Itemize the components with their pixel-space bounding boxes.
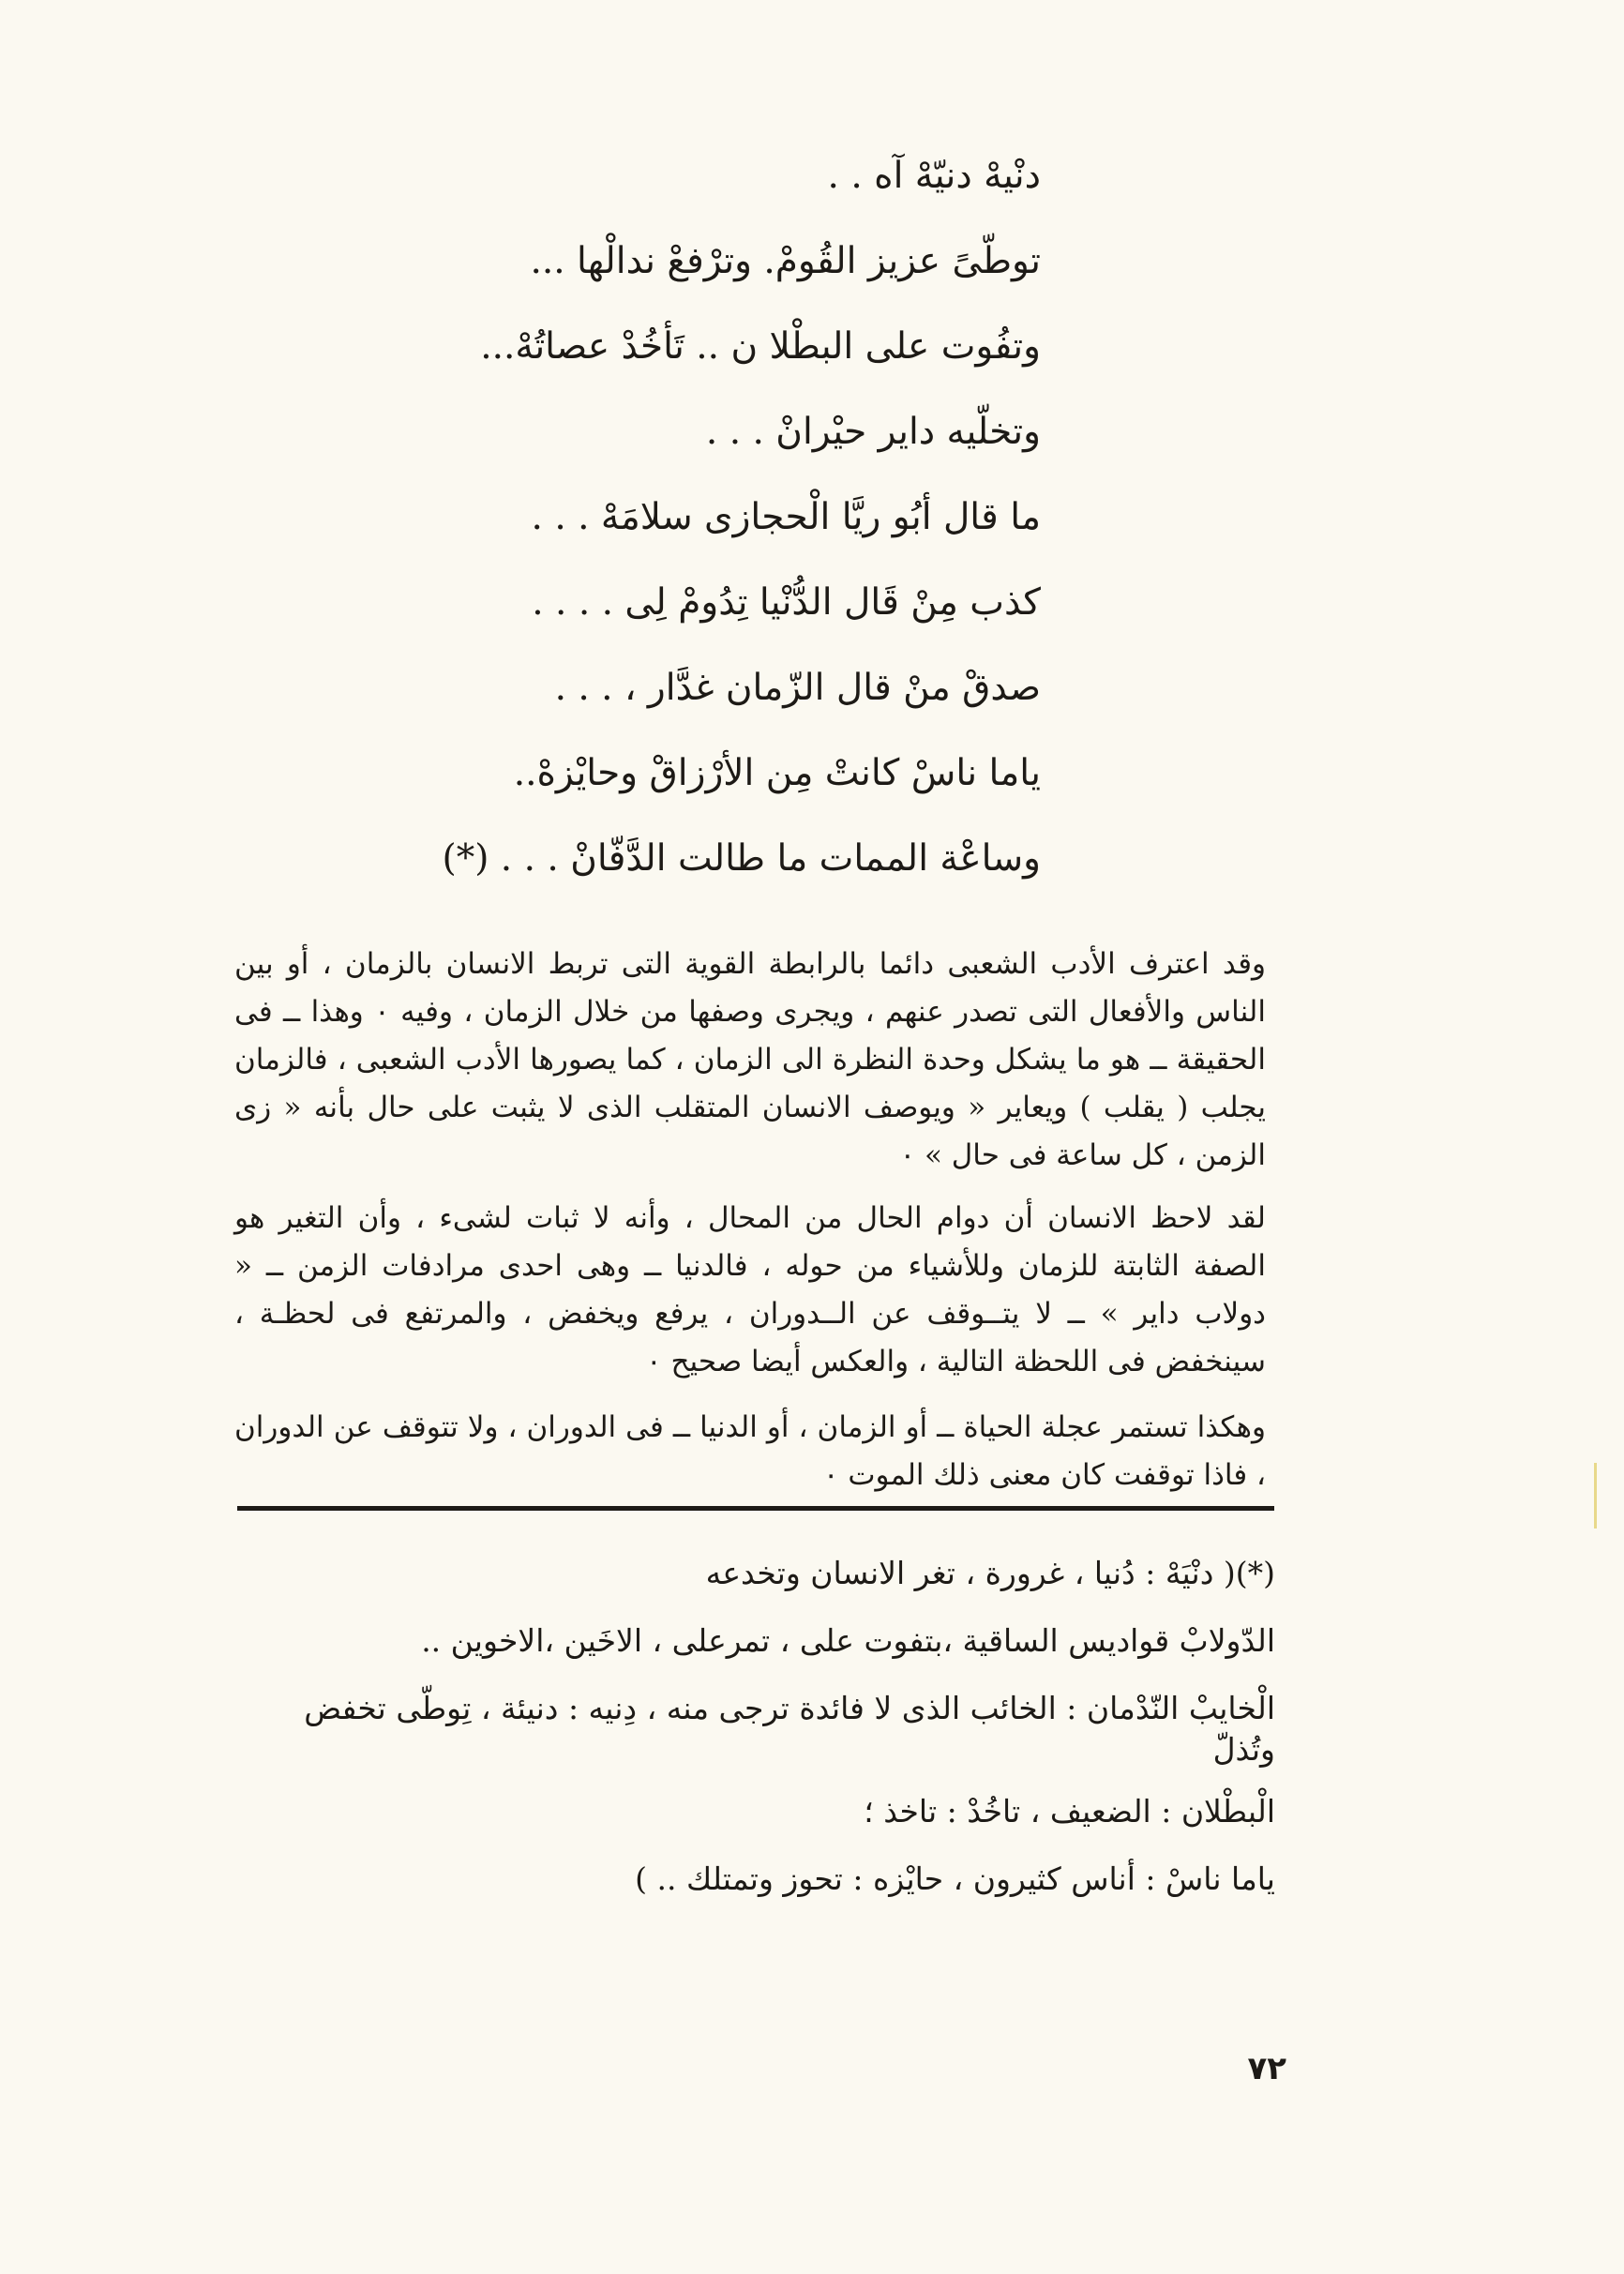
footnote: (*)( دنْيَهْ : دُنيا ، غرورة ، تغر الانسان وتخدعه [705, 1555, 1275, 1591]
paragraph: لقد لاحظ الانسان أن دوام الحال من المحال ، وأنه لا ثبات لشىء ، وأن التغير هو الصفة الثابتة للزمان وللأشياء من حوله ، فالدنيا ــ وهى احدى مرادفات الزمن ــ « دولاب داير » ــ لا يتــوقف عن الــدوران ، يرفع ويخفض ، والمرتفع فى لحظـة ، سينخفض فى اللحظة التالية ، والعكس أيضا صحيح ٠ [234, 1201, 1266, 1378]
poem-line: ياما ناسْ كانتْ مِن الأرْزاقْ وحايْزهْ.. [513, 752, 1041, 794]
footnote: الدّولابْ قواديس الساقية ،بتفوت على ، تمرعلى ، الاخَين ،الاخوين .. [421, 1622, 1275, 1659]
poem-line: دنْيهْ دنيّهْ آه . . [827, 155, 1041, 197]
footnote: الْخايبْ النّدْمان : الخائب الذى لا فائدة ترجى منه ، دِنيه : دنيئة ، تِوطّى تخفض وتُذلّ [304, 1690, 1275, 1768]
paragraph: وقد اعترف الأدب الشعبى دائما بالرابطة القوية التى تربط الانسان بالزمان ، أو بين الناس والأفعال التى تصدر عنهم ، ويجرى وصفها من خلال الزمان ، وفيه ٠ وهذا ــ فى الحقيقة ــ هو ما يشكل وحدة النظرة الى الزمان ، كما يصورها الأدب الشعبى ، فالزمان يجلب ( يقلب ) ويعاير « ويوصف الانسان المتقلب الذى لا يثبت على حال بأنه « زى الزمن ، كل ساعة فى حال » ٠ [234, 947, 1266, 1172]
paragraph: وهكذا تستمر عجلة الحياة ــ أو الزمان ، أو الدنيا ــ فى الدوران ، ولا تتوقف عن الدوران ، فاذا توقفت كان معنى ذلك الموت ٠ [234, 1410, 1266, 1492]
poem-line: وتخلّيه داير حيْرانْ . . . [705, 411, 1041, 453]
footnote: ياما ناسْ : أناس كثيرون ، حايْزه : تحوز وتمتلك .. ) [635, 1860, 1275, 1897]
margin-mark [1594, 1463, 1597, 1529]
footnote: الْبطْلان : الضعيف ، تاخُدْ : تاخذ ؛ [864, 1793, 1275, 1830]
poem-line: توطّىً عزيز القُومْ. وترْفعْ ندالْها ... [530, 240, 1041, 282]
footnotes [234, 1553, 1275, 1926]
poem-line: ما قال أبُو ريَّا الْحجازى سلامَهْ . . . [531, 496, 1041, 538]
poem-line: صدقْ منْ قال الزّمان غدَّار ، . . . [554, 667, 1041, 709]
poem-line: كذب مِنْ قَال الدُّنْيا تِدُومْ لِى . . . . [532, 581, 1041, 624]
page-number: ٧٢ [1247, 2050, 1286, 2087]
poem [394, 155, 1041, 926]
footnote-divider [237, 1506, 1274, 1511]
poem-line: وساعْة الممات ما طالت الدَّفّانْ . . . (*) [442, 837, 1041, 880]
poem-line: وتفُوت على البطْلا ن .. تَأخُدْ عصاتُهْ... [480, 325, 1041, 368]
